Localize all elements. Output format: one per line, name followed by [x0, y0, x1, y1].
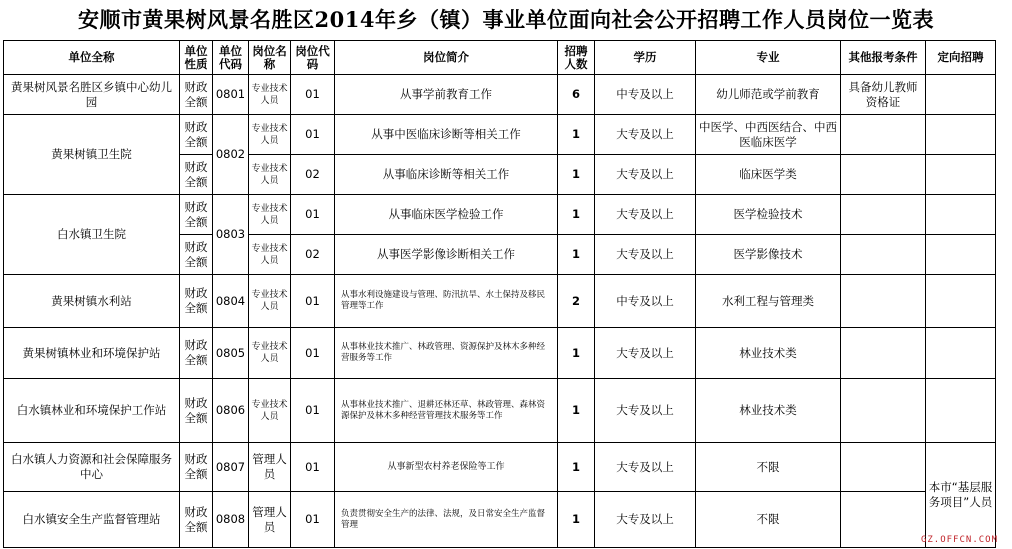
recruitment-table: [3, 40, 996, 548]
major: 林业技术类: [696, 328, 841, 379]
unit-name: 黄果树镇水利站: [4, 275, 180, 328]
education: 大专及以上: [595, 235, 696, 275]
major: 不限: [696, 492, 841, 548]
directed-note: 本市“基层服务项目”人员: [926, 443, 996, 548]
post-code: 02: [291, 155, 335, 195]
header-education: 学历: [595, 41, 696, 75]
post-code: 01: [291, 492, 335, 548]
unit-name: 白水镇卫生院: [4, 195, 180, 275]
other-condition: [841, 379, 926, 443]
count: 6: [558, 75, 595, 115]
post-name: 管理人员: [249, 492, 291, 548]
table-row: [4, 115, 996, 155]
post-code: 01: [291, 443, 335, 492]
major: 水利工程与管理类: [696, 275, 841, 328]
unit-type: 财政全额: [180, 195, 213, 235]
unit-type: 财政全额: [180, 155, 213, 195]
directed: [926, 75, 996, 115]
post-code: 01: [291, 275, 335, 328]
directed: [926, 115, 996, 155]
header-post-desc: 岗位简介: [335, 41, 558, 75]
header-directed: 定向招聘: [926, 41, 996, 75]
unit-code: 0806: [213, 379, 249, 443]
post-code: 01: [291, 115, 335, 155]
post-code: 01: [291, 75, 335, 115]
education: 大专及以上: [595, 328, 696, 379]
directed: [926, 155, 996, 195]
count: 1: [558, 235, 595, 275]
major: 临床医学类: [696, 155, 841, 195]
post-desc: 从事中医临床诊断等相关工作: [335, 115, 558, 155]
unit-name: 黄果树镇卫生院: [4, 115, 180, 195]
table-row: [4, 379, 996, 443]
post-name: 专业技术人员: [249, 275, 291, 328]
major: 不限: [696, 443, 841, 492]
watermark: GZ.OFFCN.COM: [920, 535, 998, 545]
major: 中医学、中西医结合、中西医临床医学: [696, 115, 841, 155]
education: 大专及以上: [595, 195, 696, 235]
other-condition: [841, 155, 926, 195]
unit-type: 财政全额: [180, 492, 213, 548]
unit-name: 黄果树镇林业和环境保护站: [4, 328, 180, 379]
post-name: 管理人员: [249, 443, 291, 492]
table-row: [4, 195, 996, 235]
table-row: [4, 492, 996, 548]
major: 幼儿师范或学前教育: [696, 75, 841, 115]
post-desc: 从事新型农村养老保险等工作: [335, 443, 558, 492]
other-condition: [841, 275, 926, 328]
header-unit-type: 单位性质: [180, 41, 213, 75]
count: 1: [558, 155, 595, 195]
post-name: 专业技术人员: [249, 195, 291, 235]
count: 1: [558, 379, 595, 443]
unit-name: 黄果树风景名胜区乡镇中心幼儿园: [4, 75, 180, 115]
other-condition: [841, 328, 926, 379]
post-desc: 从事林业技术推广、林政管理、资源保护及林木多种经营服务等工作: [335, 328, 558, 379]
post-code: 01: [291, 379, 335, 443]
page-title: 安顺市黄果树风景名胜区2014年乡（镇）事业单位面向社会公开招聘工作人员岗位一览表: [78, 7, 934, 32]
count: 1: [558, 492, 595, 548]
post-desc: 从事医学影像诊断相关工作: [335, 235, 558, 275]
unit-code: 0807: [213, 443, 249, 492]
other-condition: [841, 492, 926, 548]
other-condition: [841, 443, 926, 492]
unit-name: 白水镇安全生产监督管理站: [4, 492, 180, 548]
header-major: 专业: [696, 41, 841, 75]
education: 大专及以上: [595, 379, 696, 443]
unit-name: 白水镇林业和环境保护工作站: [4, 379, 180, 443]
directed: [926, 275, 996, 328]
post-code: 01: [291, 328, 335, 379]
header-other: 其他报考条件: [841, 41, 926, 75]
header-post-code: 岗位代码: [291, 41, 335, 75]
table-row: [4, 443, 996, 492]
count: 1: [558, 115, 595, 155]
table-row: [4, 75, 996, 115]
unit-code: 0805: [213, 328, 249, 379]
directed: [926, 379, 996, 443]
header-row: [4, 41, 996, 75]
unit-type: 财政全额: [180, 443, 213, 492]
post-desc: 从事学前教育工作: [335, 75, 558, 115]
post-desc: 从事临床医学检验工作: [335, 195, 558, 235]
table-row: [4, 328, 996, 379]
unit-code: 0801: [213, 75, 249, 115]
directed: [926, 328, 996, 379]
education: 大专及以上: [595, 492, 696, 548]
header-count: 招聘人数: [558, 41, 595, 75]
other-condition: 具备幼儿教师资格证: [841, 75, 926, 115]
unit-type: 财政全额: [180, 235, 213, 275]
post-desc: 从事林业技术推广、退耕还林还草、林政管理、森林资源保护及林木多种经营管理技术服务等工作: [335, 379, 558, 443]
header-unit-name: 单位全称: [4, 41, 180, 75]
unit-type: 财政全额: [180, 328, 213, 379]
count: 1: [558, 443, 595, 492]
other-condition: [841, 195, 926, 235]
education: 中专及以上: [595, 75, 696, 115]
major: 林业技术类: [696, 379, 841, 443]
post-name: 专业技术人员: [249, 235, 291, 275]
unit-name: 白水镇人力资源和社会保障服务中心: [4, 443, 180, 492]
count: 2: [558, 275, 595, 328]
education: 大专及以上: [595, 115, 696, 155]
post-desc: 负责贯彻安全生产的法律、法规，及日常安全生产监督管理: [335, 492, 558, 548]
unit-code: 0808: [213, 492, 249, 548]
post-code: 01: [291, 195, 335, 235]
unit-type: 财政全额: [180, 75, 213, 115]
post-name: 专业技术人员: [249, 328, 291, 379]
post-code: 02: [291, 235, 335, 275]
education: 大专及以上: [595, 443, 696, 492]
post-name: 专业技术人员: [249, 115, 291, 155]
post-name: 专业技术人员: [249, 379, 291, 443]
other-condition: [841, 115, 926, 155]
count: 1: [558, 195, 595, 235]
education: 中专及以上: [595, 275, 696, 328]
post-name: 专业技术人员: [249, 155, 291, 195]
major: 医学检验技术: [696, 195, 841, 235]
unit-type: 财政全额: [180, 115, 213, 155]
header-post-name: 岗位名称: [249, 41, 291, 75]
count: 1: [558, 328, 595, 379]
post-name: 专业技术人员: [249, 75, 291, 115]
directed: [926, 235, 996, 275]
unit-code: 0802: [213, 115, 249, 195]
unit-type: 财政全额: [180, 275, 213, 328]
unit-type: 财政全额: [180, 379, 213, 443]
education: 大专及以上: [595, 155, 696, 195]
header-unit-code: 单位代码: [213, 41, 249, 75]
major: 医学影像技术: [696, 235, 841, 275]
post-desc: 从事水利设施建设与管理、防汛抗旱、水土保持及移民管理等工作: [335, 275, 558, 328]
post-desc: 从事临床诊断等相关工作: [335, 155, 558, 195]
other-condition: [841, 235, 926, 275]
unit-code: 0804: [213, 275, 249, 328]
unit-code: 0803: [213, 195, 249, 275]
table-row: [4, 275, 996, 328]
directed: [926, 195, 996, 235]
